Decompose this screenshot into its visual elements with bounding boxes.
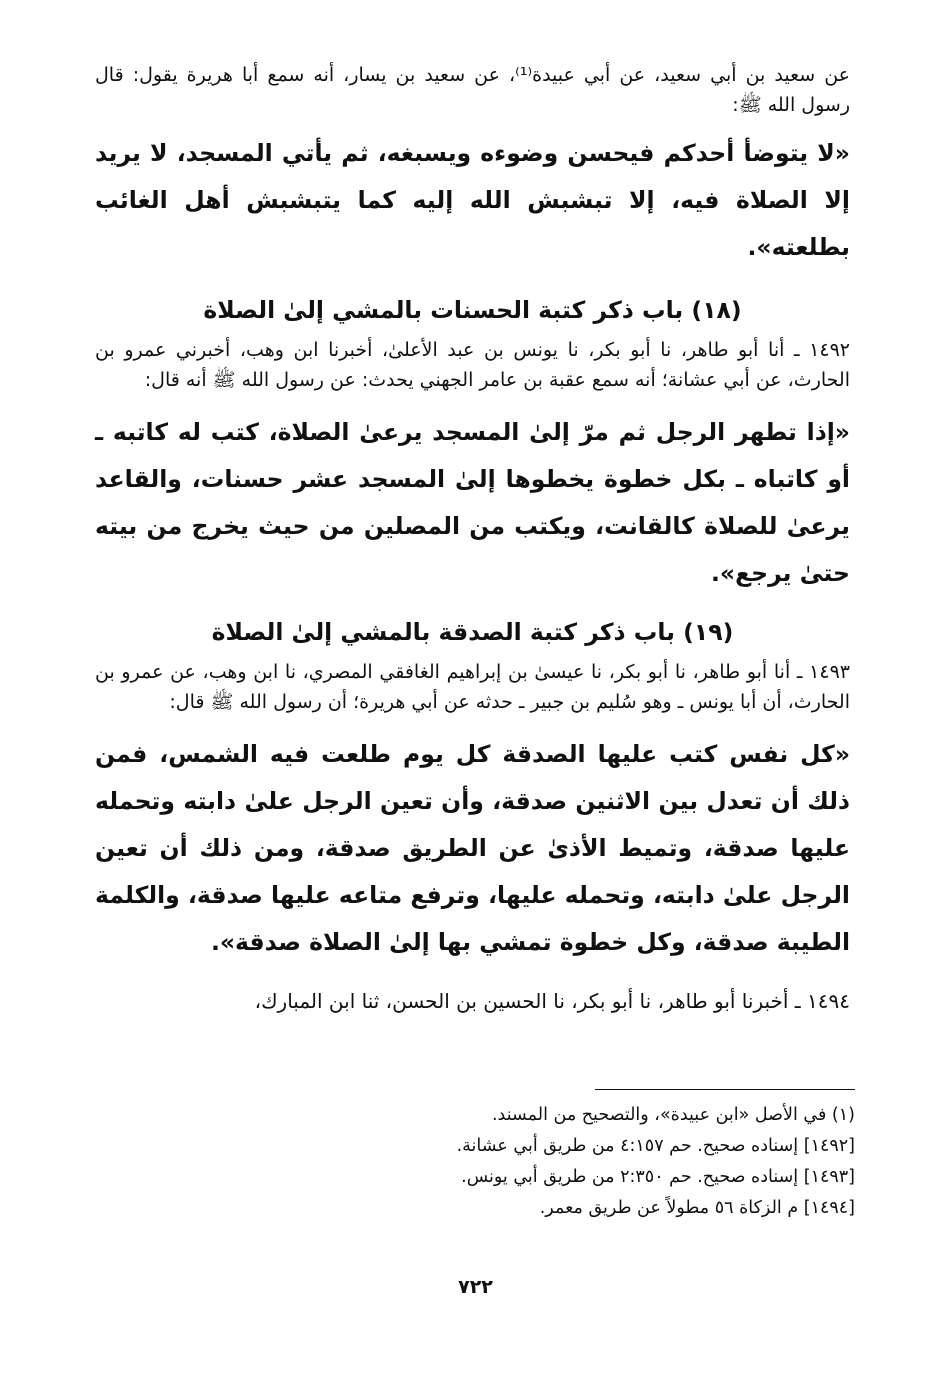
footnotes <box>300 1100 855 1224</box>
intro-isnad: عن سعيد بن أبي سعيد، عن أبي عبيدة⁽¹⁾، عن سعيد بن يسار، أنه سمع أبا هريرة يقول: قال رسول الله ﷺ: <box>95 64 850 116</box>
page-body <box>95 60 850 1016</box>
hadith-1493-matn: «كل نفس كتب عليها الصدقة كل يوم طلعت فيه الشمس، فمن ذلك أن تعدل بين الاثنين صدقة، وأن تعين الرجل علىٰ دابته وتحمله عليها صدقة، وتميط الأذىٰ عن الطريق صدقة، ومن ذلك أن تعين الرجل علىٰ دابته، وتحمله عليها، وترفع متاعه عليها صدقة، والكلمة الطيبة صدقة، وكل خطوة تمشي بها إلىٰ الصلاة صدقة». <box>95 740 850 956</box>
hadith-1491-matn: «لا يتوضأ أحدكم فيحسن وضوءه ويسبغه، ثم يأتي المسجد، لا يريد إلا الصلاة فيه، إلا تبشبش الله إليه كما يتبشبش أهل الغائب بطلعته». <box>95 139 850 261</box>
footnote-1493: [١٤٩٣] إسناده صحيح. حم ٢:٣٥٠ من طريق أبي يونس. <box>461 1167 855 1187</box>
footnote-divider <box>595 1089 855 1090</box>
footnote-1: (١) في الأصل «ابن عبيدة»، والتصحيح من المسند. <box>491 1105 855 1125</box>
chapter-19-heading: (١٩) باب ذكر كتبة الصدقة بالمشي إلىٰ الصلاة <box>211 618 734 646</box>
hadith-1492-matn: «إذا تطهر الرجل ثم مرّ إلىٰ المسجد يرعىٰ الصلاة، كتب له كاتبه ـ أو كاتباه ـ بكل خطوة يخطوها إلىٰ المسجد عشر حسنات، والقاعد يرعىٰ للصلاة كالقانت، ويكتب من المصلين من حيث يخرج من بيته حتىٰ يرجع». <box>95 418 850 587</box>
footnote-1494: [١٤٩٤] م الزكاة ٥٦ مطولاً عن طريق معمر. <box>539 1198 855 1218</box>
hadith-1493-isnad: ١٤٩٣ ـ أنا أبو طاهر، نا أبو بكر، نا عيسىٰ بن إبراهيم الغافقي المصري، نا ابن وهب، عن عمرو بن الحارث، أن أبا يونس ـ وهو سُليم بن جبير ـ حدثه عن أبي هريرة؛ أن رسول الله ﷺ قال: <box>95 661 850 713</box>
hadith-1492-isnad: ١٤٩٢ ـ أنا أبو طاهر، نا أبو بكر، نا يونس بن عبد الأعلىٰ، أخبرنا ابن وهب، أخبرني عمرو بن الحارث، عن أبي عشانة؛ أنه سمع عقبة بن عامر الجهني يحدث: عن رسول الله ﷺ أنه قال: <box>95 339 850 391</box>
page-number: ٧٢٢ <box>458 1276 493 1298</box>
chapter-18-heading: (١٨) باب ذكر كتبة الحسنات بالمشي إلىٰ الصلاة <box>203 296 742 324</box>
footnote-1492: [١٤٩٢] إسناده صحيح. حم ٤:١٥٧ من طريق أبي عشانة. <box>456 1136 855 1156</box>
hadith-1494-isnad: ١٤٩٤ ـ أخبرنا أبو طاهر، نا أبو بكر، نا الحسين بن الحسن، ثنا ابن المبارك، <box>254 989 850 1013</box>
